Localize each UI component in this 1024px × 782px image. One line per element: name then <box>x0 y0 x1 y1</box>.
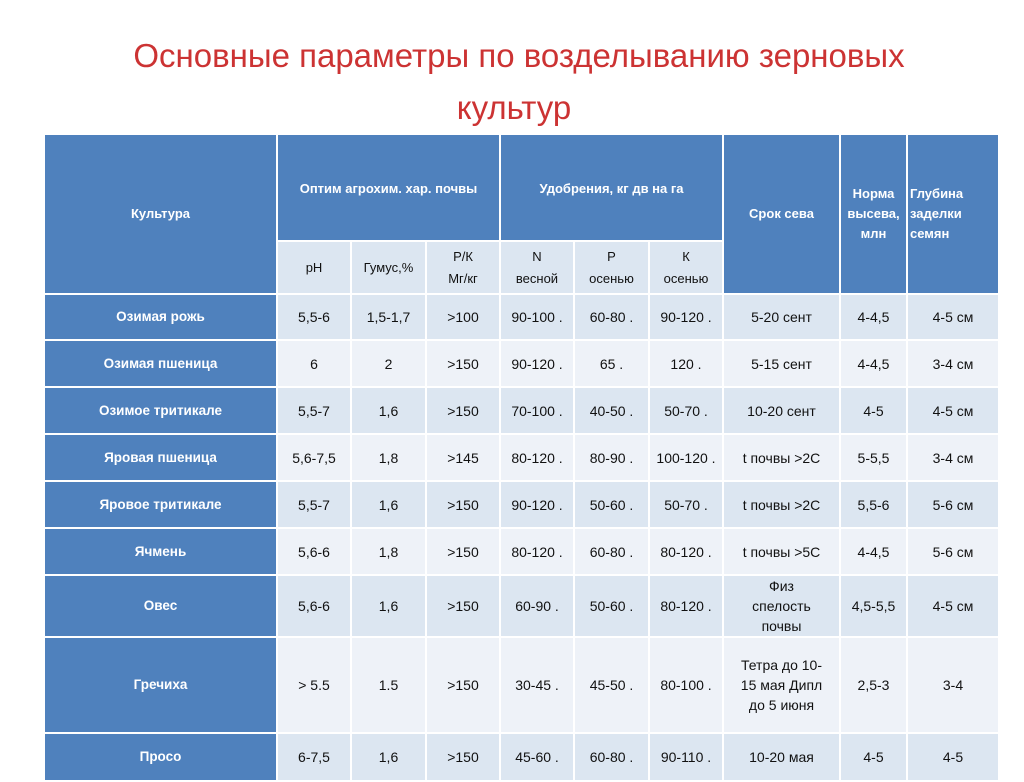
row-crop-name: Ячмень <box>44 528 277 575</box>
cell-p: 80-90 . <box>574 434 649 481</box>
cell-humus: 1,6 <box>351 387 426 434</box>
slide-title-line2: культур <box>456 89 572 126</box>
cell-n: 90-120 . <box>500 481 574 528</box>
crop-parameters-table <box>43 133 1000 782</box>
cell-pk: >150 <box>426 387 500 434</box>
header-fertilizer-group: Удобрения, кг дв на га <box>500 134 723 241</box>
cell-rate: 4-5 <box>840 733 907 781</box>
cell-rate: 4,5-5,5 <box>840 575 907 637</box>
cell-k: 50-70 . <box>649 387 723 434</box>
cell-sowing: t почвы >2С <box>723 434 840 481</box>
cell-pk: >150 <box>426 528 500 575</box>
subheader-p: Р осенью <box>574 241 649 294</box>
cell-depth: 4-5 <box>907 733 999 781</box>
cell-n: 60-90 . <box>500 575 574 637</box>
cell-humus: 1,6 <box>351 733 426 781</box>
subheader-ph: pH <box>277 241 351 294</box>
cell-pk: >150 <box>426 575 500 637</box>
cell-ph: 5,5-7 <box>277 481 351 528</box>
cell-depth: 4-5 см <box>907 294 999 340</box>
cell-p: 40-50 . <box>574 387 649 434</box>
cell-sowing: t почвы >2С <box>723 481 840 528</box>
cell-n: 80-120 . <box>500 528 574 575</box>
cell-sowing: 5-15 сент <box>723 340 840 387</box>
cell-p: 65 . <box>574 340 649 387</box>
cell-depth: 3-4 см <box>907 434 999 481</box>
cell-n: 45-60 . <box>500 733 574 781</box>
cell-k: 90-120 . <box>649 294 723 340</box>
cell-ph: 5,5-7 <box>277 387 351 434</box>
row-crop-name: Озимая пшеница <box>44 340 277 387</box>
cell-sowing: t почвы >5С <box>723 528 840 575</box>
slide-title-line1: Основные параметры по возделыванию зерновых <box>133 37 905 74</box>
cell-rate: 5-5,5 <box>840 434 907 481</box>
cell-depth: 3-4 см <box>907 340 999 387</box>
header-row <box>44 134 999 241</box>
cell-pk: >150 <box>426 637 500 733</box>
cell-n: 30-45 . <box>500 637 574 733</box>
cell-humus: 1,6 <box>351 575 426 637</box>
cell-humus: 1.5 <box>351 637 426 733</box>
table-row <box>44 340 999 387</box>
cell-rate: 4-5 <box>840 387 907 434</box>
cell-k: 80-100 . <box>649 637 723 733</box>
header-soil-group: Оптим агрохим. хар. почвы <box>277 134 500 241</box>
cell-k: 120 . <box>649 340 723 387</box>
cell-ph: > 5.5 <box>277 637 351 733</box>
cell-sowing: 10-20 мая <box>723 733 840 781</box>
table-row <box>44 637 999 733</box>
cell-k: 100-120 . <box>649 434 723 481</box>
cell-rate: 2,5-3 <box>840 637 907 733</box>
cell-k: 80-120 . <box>649 528 723 575</box>
cell-p: 45-50 . <box>574 637 649 733</box>
cell-humus: 1,6 <box>351 481 426 528</box>
cell-k: 80-120 . <box>649 575 723 637</box>
cell-humus: 1,5-1,7 <box>351 294 426 340</box>
cell-ph: 6-7,5 <box>277 733 351 781</box>
cell-n: 70-100 . <box>500 387 574 434</box>
header-culture: Культура <box>44 134 277 294</box>
cell-n: 80-120 . <box>500 434 574 481</box>
cell-n: 90-100 . <box>500 294 574 340</box>
table-row <box>44 294 999 340</box>
slide-title <box>0 30 1024 134</box>
cell-pk: >150 <box>426 340 500 387</box>
table-row <box>44 481 999 528</box>
table-row <box>44 387 999 434</box>
cell-p: 60-80 . <box>574 528 649 575</box>
cell-ph: 5,6-6 <box>277 528 351 575</box>
header-sowing-time: Срок сева <box>723 134 840 294</box>
cell-pk: >150 <box>426 481 500 528</box>
cell-rate: 4-4,5 <box>840 528 907 575</box>
cell-pk: >150 <box>426 733 500 781</box>
cell-p: 60-80 . <box>574 733 649 781</box>
cell-ph: 5,6-6 <box>277 575 351 637</box>
cell-ph: 5,6-7,5 <box>277 434 351 481</box>
cell-sowing: Тетра до 10-15 мая Дипл до 5 июня <box>723 637 840 733</box>
cell-depth: 4-5 см <box>907 575 999 637</box>
cell-rate: 4-4,5 <box>840 294 907 340</box>
cell-rate: 4-4,5 <box>840 340 907 387</box>
cell-sowing: 10-20 сент <box>723 387 840 434</box>
cell-depth: 3-4 <box>907 637 999 733</box>
table-row <box>44 575 999 637</box>
cell-p: 60-80 . <box>574 294 649 340</box>
cell-p: 50-60 . <box>574 575 649 637</box>
cell-humus: 1,8 <box>351 434 426 481</box>
cell-humus: 1,8 <box>351 528 426 575</box>
row-crop-name: Просо <box>44 733 277 781</box>
cell-sowing: 5-20 сент <box>723 294 840 340</box>
cell-p: 50-60 . <box>574 481 649 528</box>
row-crop-name: Яровая пшеница <box>44 434 277 481</box>
subheader-humus: Гумус,% <box>351 241 426 294</box>
cell-humus: 2 <box>351 340 426 387</box>
cell-depth: 5-6 см <box>907 481 999 528</box>
row-crop-name: Озимая рожь <box>44 294 277 340</box>
header-seeding-rate: Норма высева, млн <box>840 134 907 294</box>
row-crop-name: Овес <box>44 575 277 637</box>
cell-ph: 5,5-6 <box>277 294 351 340</box>
cell-k: 50-70 . <box>649 481 723 528</box>
subheader-pk: Р/К Мг/кг <box>426 241 500 294</box>
cell-k: 90-110 . <box>649 733 723 781</box>
cell-pk: >145 <box>426 434 500 481</box>
cell-depth: 4-5 см <box>907 387 999 434</box>
cell-rate: 5,5-6 <box>840 481 907 528</box>
cell-ph: 6 <box>277 340 351 387</box>
table-row <box>44 528 999 575</box>
table-row <box>44 733 999 781</box>
cell-sowing: Физ спелость почвы <box>723 575 840 637</box>
subheader-n: N весной <box>500 241 574 294</box>
cell-depth: 5-6 см <box>907 528 999 575</box>
table-row <box>44 434 999 481</box>
header-seed-depth: Глубина заделки семян <box>907 134 999 294</box>
row-crop-name: Озимое тритикале <box>44 387 277 434</box>
cell-pk: >100 <box>426 294 500 340</box>
subheader-k: К осенью <box>649 241 723 294</box>
cell-n: 90-120 . <box>500 340 574 387</box>
row-crop-name: Гречиха <box>44 637 277 733</box>
row-crop-name: Яровое тритикале <box>44 481 277 528</box>
